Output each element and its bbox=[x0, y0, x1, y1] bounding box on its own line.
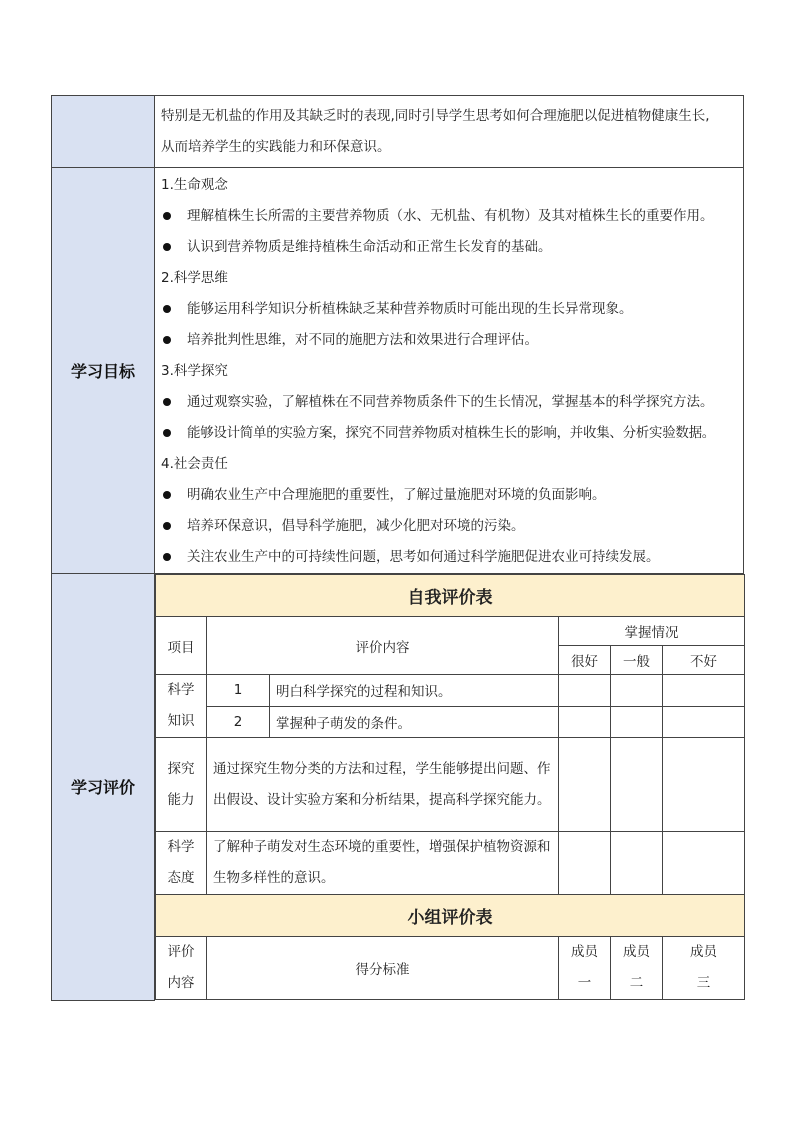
objective-item: 认识到营养物质是维持植株生命活动和正常生长发育的基础。 bbox=[161, 232, 737, 263]
bullet-icon bbox=[163, 522, 171, 530]
rating-cell[interactable] bbox=[611, 832, 663, 895]
bullet-icon bbox=[163, 212, 171, 220]
row-content: 明白科学探究的过程和知识。 bbox=[270, 675, 559, 707]
objective-item: 能够设计简单的实验方案，探究不同营养物质对植株生长的影响，并收集、分析实验数据。 bbox=[161, 418, 737, 449]
objective-item: 通过观察实验，了解植株在不同营养物质条件下的生长情况，掌握基本的科学探究方法。 bbox=[161, 387, 737, 418]
table-row bbox=[156, 706, 745, 738]
self-evaluation-table bbox=[155, 574, 745, 1000]
objectives-cell bbox=[155, 168, 744, 574]
bullet-icon bbox=[163, 553, 171, 561]
header-content: 评价内容 bbox=[207, 617, 559, 675]
group-member-1: 成员 一 bbox=[559, 937, 611, 1000]
group-header-row bbox=[156, 937, 745, 1000]
bullet-icon bbox=[163, 336, 171, 344]
evaluation-label: 学习评价 bbox=[52, 574, 155, 1001]
rating-cell[interactable] bbox=[611, 706, 663, 738]
rating-cell[interactable] bbox=[663, 706, 745, 738]
header-item: 项目 bbox=[156, 617, 207, 675]
rating-cell[interactable] bbox=[611, 675, 663, 707]
objective-item: 培养环保意识，倡导科学施肥，减少化肥对环境的污染。 bbox=[161, 511, 737, 542]
objective-item: 关注农业生产中的可持续性问题，思考如何通过科学施肥促进农业可持续发展。 bbox=[161, 542, 737, 573]
rating-cell[interactable] bbox=[559, 675, 611, 707]
group-table-title-row bbox=[156, 895, 745, 937]
objectives-label: 学习目标 bbox=[52, 168, 155, 574]
intro-label-cell bbox=[52, 96, 155, 168]
level-very-good: 很好 bbox=[559, 646, 611, 675]
table-row bbox=[156, 832, 745, 895]
objective-heading: 3.科学探究 bbox=[161, 363, 228, 379]
objectives-row bbox=[52, 168, 744, 574]
rating-cell[interactable] bbox=[663, 675, 745, 707]
intro-text-cell bbox=[155, 96, 744, 168]
self-table-title-row bbox=[156, 575, 745, 617]
evaluation-row bbox=[52, 574, 744, 1001]
self-table-title: 自我评价表 bbox=[156, 575, 745, 617]
category-inquiry-ability: 探究 能力 bbox=[156, 738, 207, 832]
bullet-icon bbox=[163, 491, 171, 499]
group-member-3: 成员 三 bbox=[663, 937, 745, 1000]
group-table-title: 小组评价表 bbox=[156, 895, 745, 937]
row-content: 了解种子萌发对生态环境的重要性，增强保护植物资源和生物多样性的意识。 bbox=[207, 832, 559, 895]
bullet-icon bbox=[163, 305, 171, 313]
rating-cell[interactable] bbox=[611, 738, 663, 832]
level-average: 一般 bbox=[611, 646, 663, 675]
rating-cell[interactable] bbox=[663, 738, 745, 832]
bullet-icon bbox=[163, 243, 171, 251]
table-row bbox=[156, 738, 745, 832]
bullet-icon bbox=[163, 398, 171, 406]
category-science-attitude: 科学 态度 bbox=[156, 832, 207, 895]
row-content: 通过探究生物分类的方法和过程，学生能够提出问题、作出假设、设计实验方案和分析结果，提高科学探究能力。 bbox=[207, 738, 559, 832]
table-row bbox=[156, 675, 745, 707]
intro-line: 特别是无机盐的作用及其缺乏时的表现,同时引导学生思考如何合理施肥以促进植物健康生长, bbox=[161, 108, 710, 124]
objective-heading: 1.生命观念 bbox=[161, 177, 228, 193]
row-number: 2 bbox=[207, 706, 270, 738]
rating-cell[interactable] bbox=[663, 832, 745, 895]
lesson-plan-table bbox=[51, 95, 744, 1001]
objective-heading: 4.社会责任 bbox=[161, 456, 228, 472]
objective-item: 明确农业生产中合理施肥的重要性，了解过量施肥对环境的负面影响。 bbox=[161, 480, 737, 511]
row-number: 1 bbox=[207, 675, 270, 707]
rating-cell[interactable] bbox=[559, 738, 611, 832]
group-header-standard: 得分标准 bbox=[207, 937, 559, 1000]
objective-heading: 2.科学思维 bbox=[161, 270, 228, 286]
rating-cell[interactable] bbox=[559, 706, 611, 738]
rating-cell[interactable] bbox=[559, 832, 611, 895]
level-poor: 不好 bbox=[663, 646, 745, 675]
intro-row bbox=[52, 96, 744, 168]
header-mastery: 掌握情况 bbox=[559, 617, 745, 646]
bullet-icon bbox=[163, 429, 171, 437]
objective-item: 能够运用科学知识分析植株缺乏某种营养物质时可能出现的生长异常现象。 bbox=[161, 294, 737, 325]
category-science-knowledge: 科学 知识 bbox=[156, 675, 207, 738]
objective-item: 理解植株生长所需的主要营养物质（水、无机盐、有机物）及其对植株生长的重要作用。 bbox=[161, 201, 737, 232]
intro-line: 从而培养学生的实践能力和环保意识。 bbox=[161, 139, 391, 155]
row-content: 掌握种子萌发的条件。 bbox=[270, 706, 559, 738]
group-member-2: 成员 二 bbox=[611, 937, 663, 1000]
document-page bbox=[51, 95, 743, 1001]
group-header-content: 评价 内容 bbox=[156, 937, 207, 1000]
objective-item: 培养批判性思维，对不同的施肥方法和效果进行合理评估。 bbox=[161, 325, 737, 356]
evaluation-cell bbox=[155, 574, 744, 1001]
